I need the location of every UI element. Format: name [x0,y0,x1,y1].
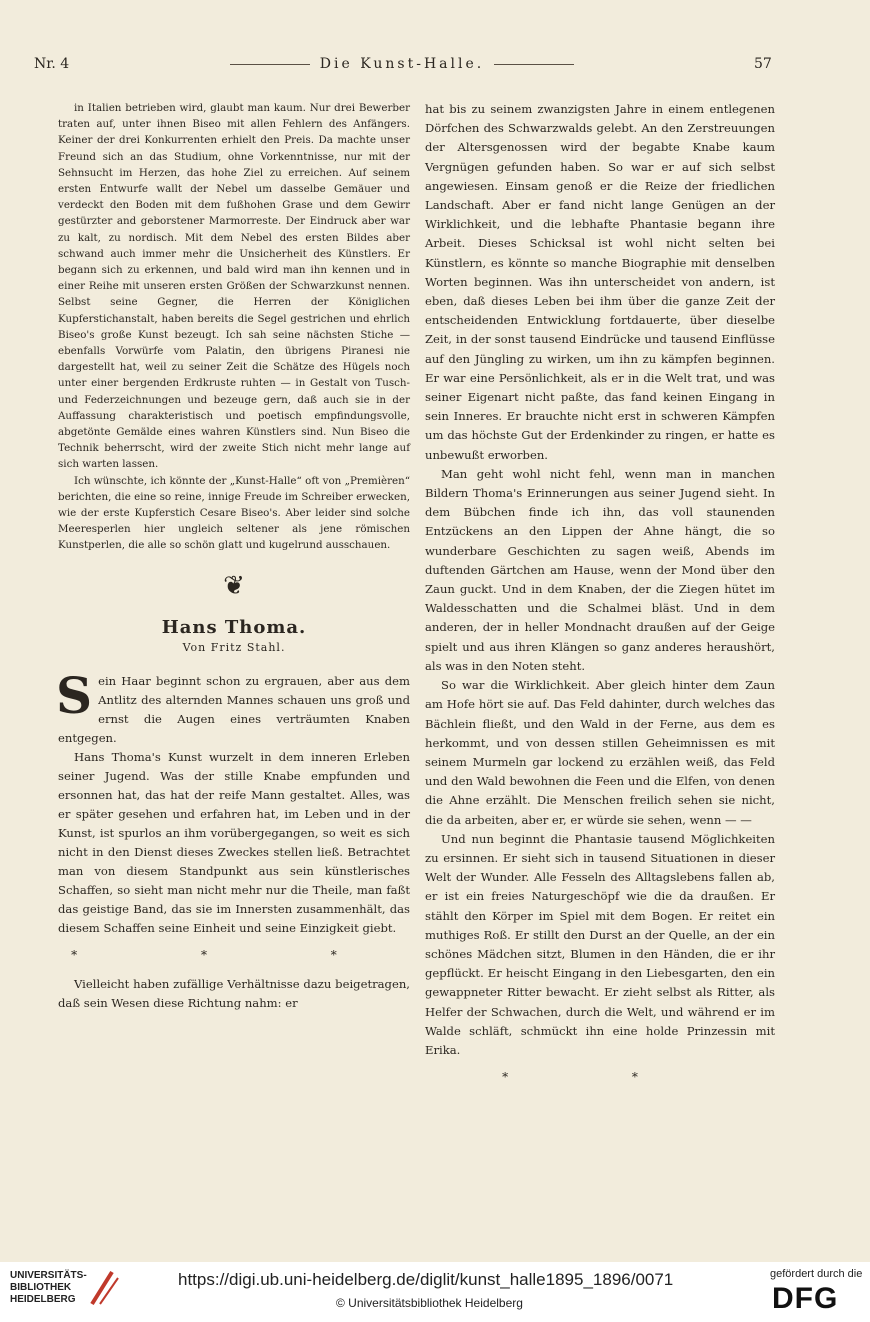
ornament-vignette: ❦ [223,570,245,601]
article-text-2: Ich wünschte, ich könnte der „Kunst-Halle“ oft von „Premièren“ berichten, die eine so reine, innige Freude im Schreiber erwecken, wie der erste Kupferstich Cesare Biseo's. Aber leider sind solche Meeresperlen hier ungleich seltener als jene römischen Kunstperlen, die alle so schön glatt und kugelrund ausschauen. [58,474,410,552]
running-header [34,56,770,78]
first-paragraph: Sein Haar beginnt schon zu ergrauen, aber aus dem Antlitz des alternden Mannes schauen uns groß und ernst die Augen eines verträumten Knaben entgegen. [56,666,410,746]
library-name: UNIVERSITÄTS- BIBLIOTHEK HEIDELBERG [10,1270,87,1305]
section-title: Hans Thoma. [161,616,307,638]
article-text: in Italien betrieben wird, glaubt man kaum. Nur drei Bewerber traten auf, unter ihnen Biseo mit allen Fehlern des Anfängers. Keiner der drei Konkurrenten erhielt den Preis. Da machte unser Freund sich an das Studium, ohne Vorkenntnisse, nur mit der Sehnsucht im Herzen, das hohe Ziel zu erreichen. Auf seinem ersten Entwurfe wallt der Nebel um dasselbe Gemäuer und verdeckt den Boden mit dem fußhohen Grase und dem Gewirr gestürzter and geborstener Marmorreste. Der Eindruck aber war zu kalt, zu nordisch. Mit dem Nebel des ersten Bildes aber schwand auch immer mehr die Unsicherheit des Künstlers. Er begann sich zu erkennen, und bald wird man ihn kennen und in einer Reihe mit unseren ersten Größen der Schwarzkunst nennen. Selbst seine Gegner, die Herren der Königlichen Kupferstichanstalt, haben bereits die Segel gestrichen und ehrlich Biseo's große Kunst bezeugt. Ich sah seine nächsten Stiche — ebenfalls Vorwürfe vom Palatin, den übrigens Piranesi nie dargestellt hat, weil zu seiner Zeit die Schätze des Hügels noch unter einer bergenden Erdkruste ruhten — in Gestalt von Tusch- und Federzeichnungen und bezeuge gern, daß auch sie in der Auffassung charakteristisch und poetisch empfindungsvolle, abgetönte Gemälde eines wahren Künstlers sind. Nun Biseo die Technik beherrscht, wird der zweite Stich nicht mehr lange auf sich warten lassen. [58,102,410,471]
funding-caption: gefördert durch die [770,1268,863,1280]
paragraph: Und nun beginnt die Phantasie tausend Möglichkeiten zu ersinnen. Er sieht sich in tausend Situationen in dieser Welt der Wunder. Alle Fesseln des Alltagslebens fallen ab, er ist ein freies Naturgeschöpf wie die da draußen. Er stählt den Körper im Spiel mit dem Bogen. Er reitet ein muthiges Roß. Er stillt den Durst an der Quelle, an der ein schönes Mädchen sitzt, Blumen in den Händen, die er ihr gepflückt. Er heischt Eingang in den Liebesgarten, den ein gewappneter Ritter bewacht. Er zieht selbst als Ritter, als Helfer der Schwachen, durch die Welt, und während er im Walde schläft, schmückt ihn eine holde Prinzessin mit Erika. [425,831,775,1057]
permalink-link[interactable]: https://digi.ub.uni-heidelberg.de/diglit/kunst_halle1895_1896/0071 [178,1270,674,1289]
paragraph: hat bis zu seinem zwanzigsten Jahre in einem entlegenen Dörfchen des Schwarzwalds gelebt. An den Zerstreuungen der Altersgenossen wird der begabte Knabe kaum Vergnügen gefunden haben. So war er auf sich selbst angewiesen. Einsam genoß er die Reize der friedlichen Landschaft. Aber er fand nicht lange Genügen an der Wirklichkeit, und die lebhafte Phantasie begann ihre Arbeit. Dieses Schicksal ist wohl nicht selten bei Künstlern, es könnte so manche Biographie mit denselben Worten beginnen. Was ihn unterscheidet von andern, ist eben, daß dieses Leben bei ihm über die ganze Zeit der entscheidenden Entwicklung fortdauerte, über dieselbe Zeit, in der sonst tausend Eindrücke und tausend Einflüsse auf den Jüngling zu wirken, um ihn zu kämpfen beginnen. Er war eine Persönlichkeit, als er in die Welt trat, und was seiner Eigenart nicht paßte, das fand keinen Eingang in sein Inneres. Er brauchte nicht erst in schweren Kämpfen um das höchste Gut der Erdenkinder zu ringen, er hatte es unbewußt erworben. [425,102,775,462]
paragraph: Man geht wohl nicht fehl, wenn man in manchen Bildern Thoma's Erinnerungen aus seiner Jugend sieht. In dem Bübchen finde ich ihn, das voll staunenden Entzückens an den Lippen der Ahne hängt, die so wunderbare Geschichten zu sagen weiß, Abends im duftenden Gärtchen am Hause, wenn der Mond über den Zaun guckt. Und in dem Knaben, der die Ziegen hütet im Waldesschatten und die Schalmei bläst. Und in dem anderen, der in heller Mondnacht draußen auf der Geige spielt und aus ihren Klängen so ganz anderes heraushört, als was in den Noten steht. [425,466,775,673]
paragraph: So war die Wirklichkeit. Aber gleich hinter dem Zaun am Hofe hört sie auf. Das Feld dahinter, durch welches das Bächlein fließt, und den Wald in der Ferne, aus dem es herkommt, und von dessen stillen Geheimnissen es mit seinem Murmeln gar lockend zu erzählen weiß, das Feld und den Wald bewohnen die Feen und die Elfen, von denen die Ahne erzählt. Die Menschen freilich sehen sie nicht, die da arbeiten, aber er, er würde sie sehen, wenn — — [425,678,775,827]
left-column [58,100,410,1013]
section-divider-stars: * * [502,1070,698,1085]
right-column [425,100,775,1097]
drop-cap: S [56,666,93,726]
paragraph: Hans Thoma's Kunst wurzelt in dem inneren Erleben seiner Jugend. Was der stille Knabe empfunden und ersonnen hat, das hat der reife Mann gestaltet. Alles, was er später gesehen und erfahren hat, im Leben und in der Kunst, ist spurlos an ihm vorübergegangen, so weit es sich nicht in den Dienst dieses Zweckes stellen ließ. Betrachtet man von diesem Standpunkt aus sein künstlerisches Schaffen, so sieht man nicht mehr nur die Theile, man faßt das geistige Band, das sie im Innersten zusammenhält, das diesem Schaffen seine Einheit und seine Einzigkeit giebt. [58,750,410,936]
byline: Von Fritz Stahl. [182,640,286,654]
running-title: Die Kunst-Halle. [34,56,770,72]
section-divider-stars: * * * [71,948,397,963]
issue-number: Nr. 4 [34,56,70,72]
library-logo-icon [88,1268,122,1308]
viewer-footer [0,1262,870,1322]
page-number: 57 [754,56,772,72]
copyright-notice: © Universitätsbibliothek Heidelberg [336,1296,523,1310]
dfg-logo: DFG [772,1282,839,1315]
paragraph: Vielleicht haben zufällige Verhältnisse dazu beigetragen, daß sein Wesen diese Richtung nahm: er [58,977,410,1011]
article-body [56,666,410,1013]
